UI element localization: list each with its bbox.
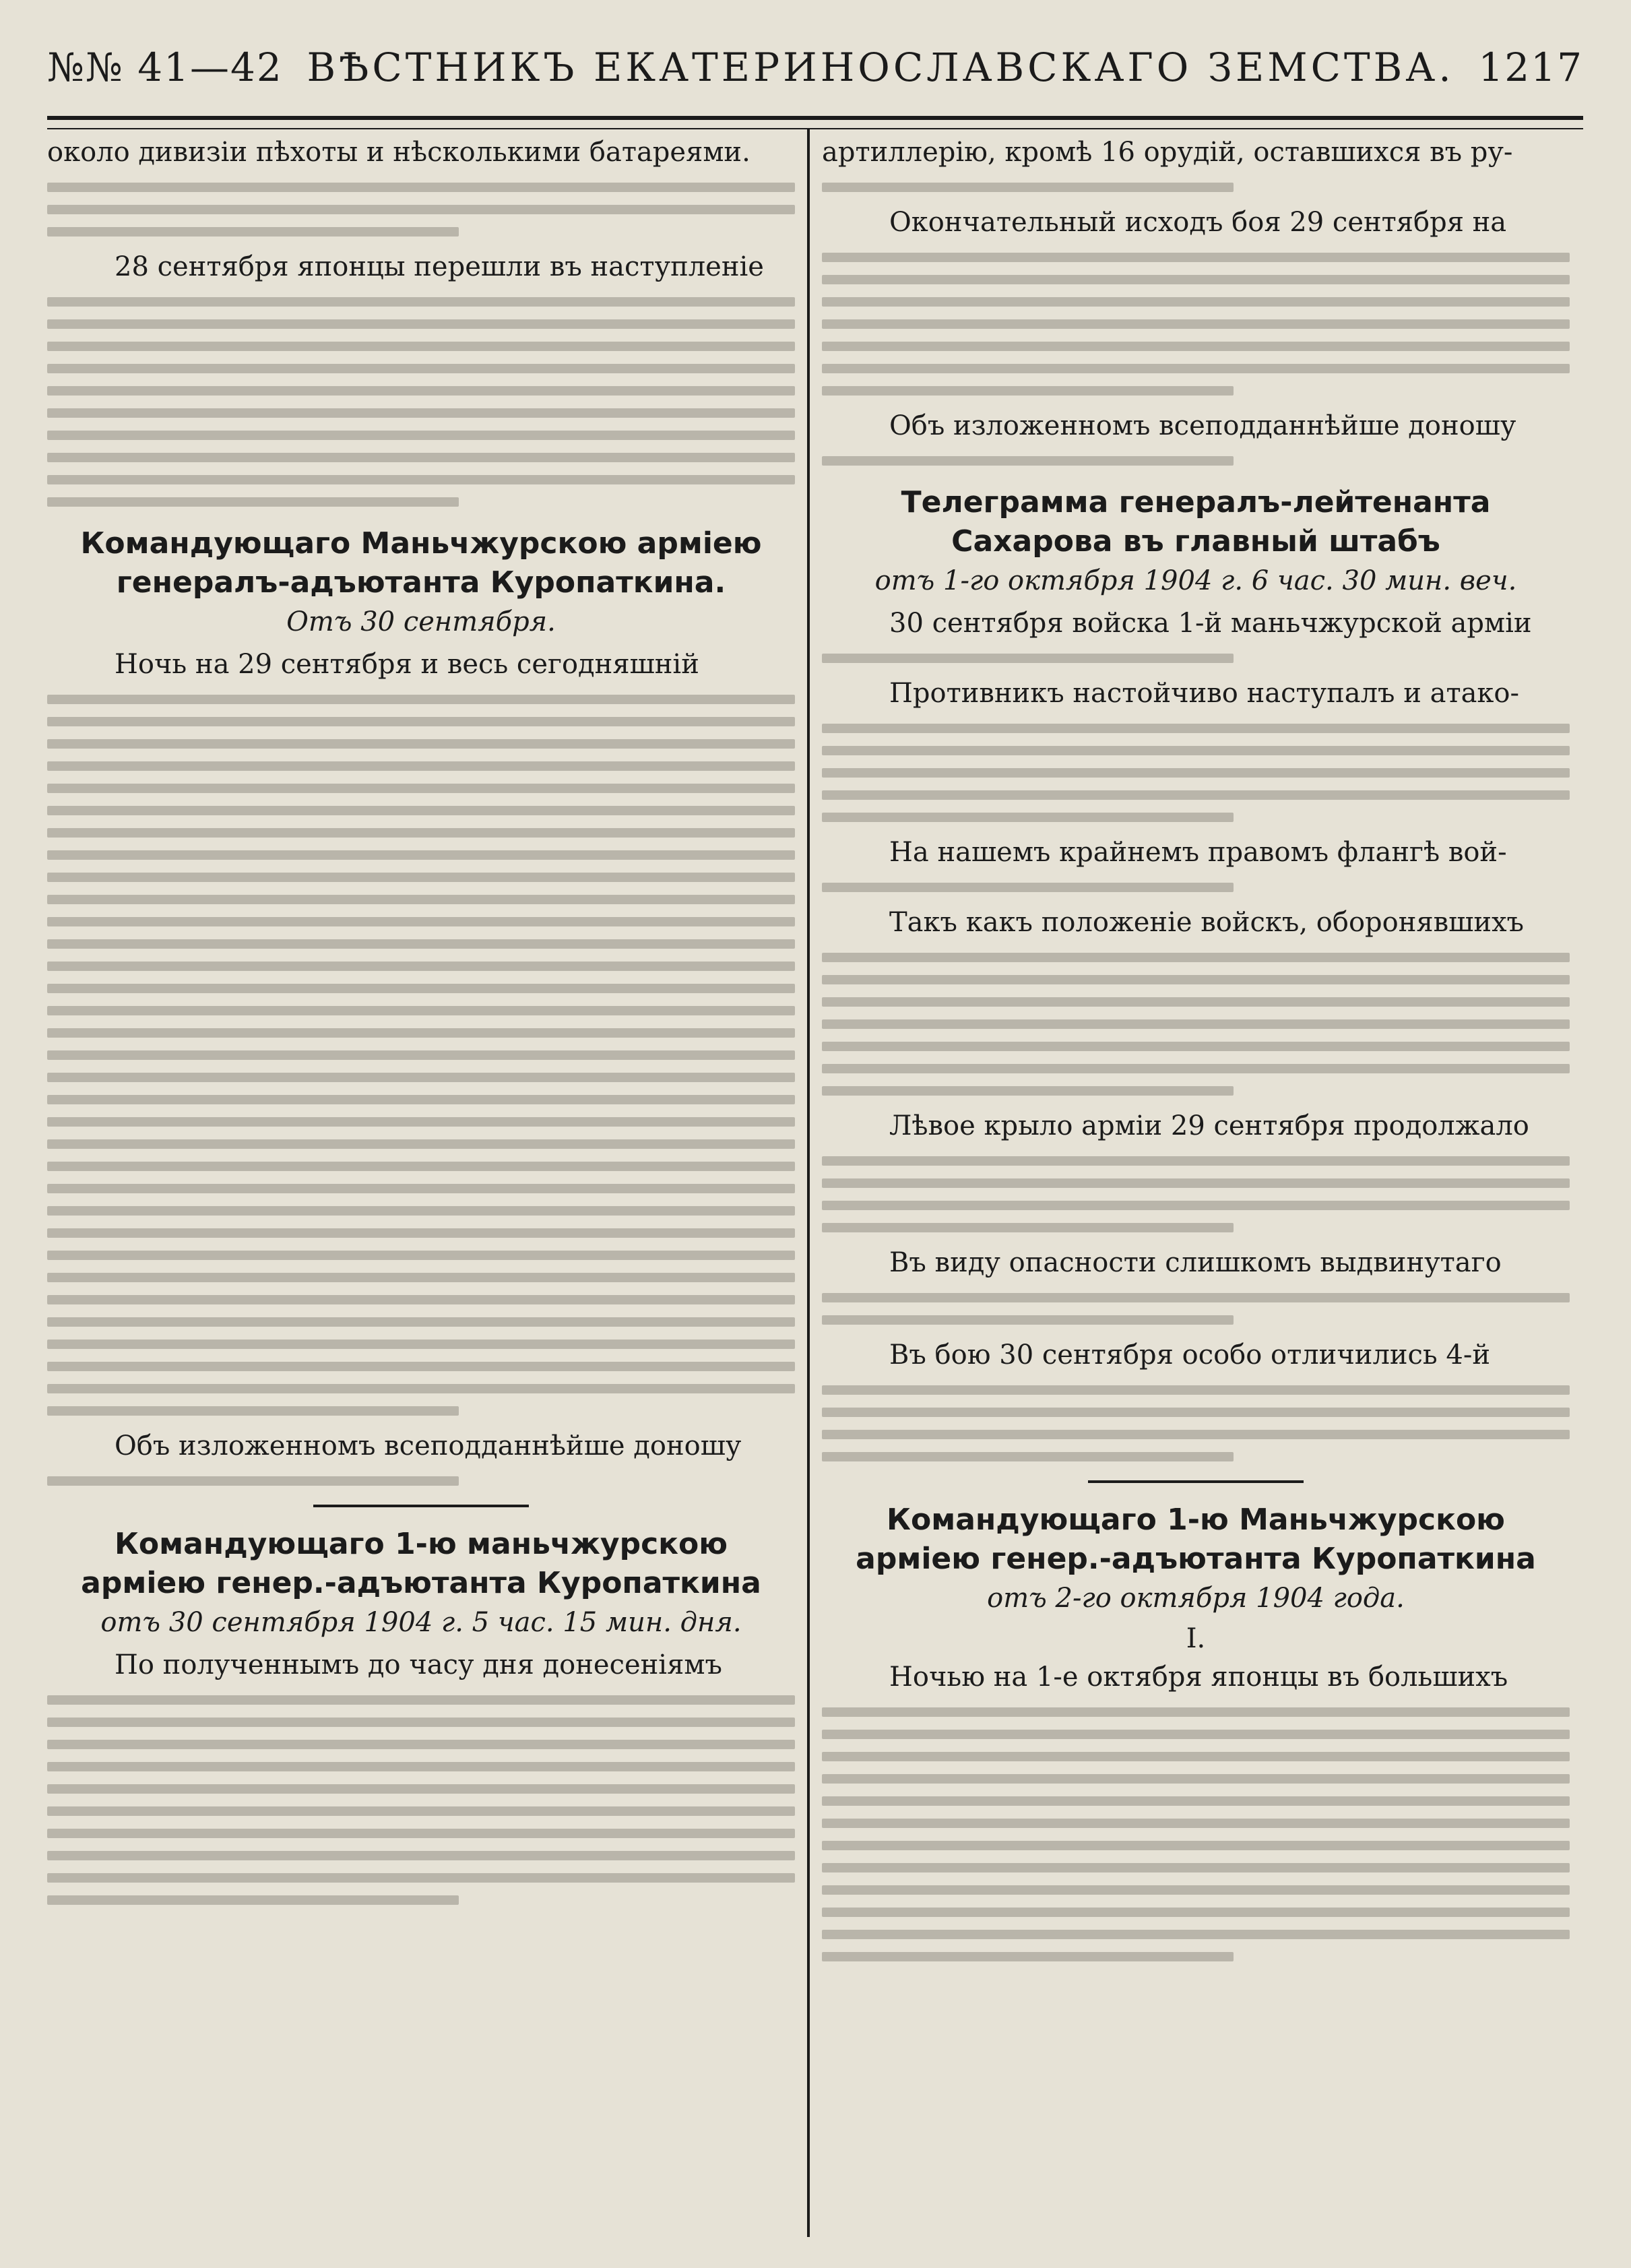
text-line-placeholder (822, 319, 1570, 329)
omitted-text-lines (822, 1156, 1570, 1232)
text-line-placeholder (822, 997, 1570, 1007)
left-column (47, 135, 795, 2237)
text-line-placeholder (47, 408, 795, 418)
text-line-placeholder (822, 1952, 1234, 1961)
omitted-text-lines (822, 253, 1570, 396)
text-line-placeholder (822, 975, 1570, 984)
journal-title: ВѢСТНИКЪ ЕКАТЕРИНОСЛАВСКАГО ЗЕМСТВА. (307, 44, 1454, 90)
paragraph-start: Въ бою 30 сентября особо отличились 4-й (889, 1340, 1491, 1371)
text-line-placeholder (822, 1315, 1234, 1325)
paragraph-start: Объ изложенномъ всеподданнѣйше доношу (115, 1430, 742, 1461)
text-line-placeholder (47, 1829, 795, 1838)
section-heading: Телеграмма генералъ-лейтенанта Сахарова въ главный штабъ (901, 485, 1491, 559)
text-line-placeholder (47, 364, 795, 373)
text-line-placeholder (822, 1908, 1570, 1917)
text-line-placeholder (47, 1050, 795, 1060)
text-line-placeholder (47, 1718, 795, 1727)
omitted-text-lines (822, 1293, 1570, 1325)
masthead (47, 40, 1583, 94)
text-line-placeholder (47, 497, 459, 507)
paragraph-start: Въ виду опасности слишкомъ выдвинутаго (889, 1247, 1502, 1278)
omitted-text-lines (47, 297, 795, 507)
section-separator (1088, 1480, 1304, 1483)
text-line-placeholder (47, 1740, 795, 1749)
text-line-placeholder (47, 342, 795, 351)
text-line-placeholder (822, 1064, 1570, 1073)
text-line-placeholder (822, 1201, 1570, 1210)
text-line-placeholder (47, 1162, 795, 1171)
text-line-placeholder (822, 1819, 1570, 1828)
section-heading: Командующаго Маньчжурскою арміею генералъ-адъютанта Куропаткина. (80, 526, 762, 600)
text-line-placeholder (822, 253, 1570, 262)
text-line-placeholder (47, 297, 795, 307)
text-line-placeholder (47, 1806, 795, 1816)
text-line-placeholder (822, 1707, 1570, 1717)
text-line-placeholder (47, 1784, 795, 1794)
text-line-placeholder (822, 1841, 1570, 1850)
text-line-placeholder (47, 1873, 795, 1883)
text-line-placeholder (47, 1362, 795, 1371)
paragraph-start: 30 сентября войска 1-й маньчжурской арміи (889, 608, 1532, 639)
section-date: отъ 30 сентября 1904 г. 5 час. 15 мин. дня. (100, 1607, 742, 1638)
text-line-placeholder (47, 453, 795, 462)
text-line-placeholder (822, 1730, 1570, 1739)
text-line-placeholder (47, 1184, 795, 1193)
text-line-placeholder (822, 183, 1234, 192)
text-line-placeholder (822, 1885, 1570, 1895)
omitted-text-lines (822, 654, 1570, 663)
text-line-placeholder (47, 1028, 795, 1038)
text-line-placeholder (47, 1228, 795, 1238)
text-line-placeholder (47, 1206, 795, 1216)
text-line-placeholder (47, 873, 795, 882)
paragraph-start: артиллерію, кромѣ 16 орудій, оставшихся въ ру- (822, 137, 1513, 168)
text-line-placeholder (822, 386, 1234, 396)
text-line-placeholder (822, 813, 1234, 822)
text-line-placeholder (47, 984, 795, 993)
text-line-placeholder (822, 883, 1234, 892)
text-line-placeholder (47, 1251, 795, 1260)
text-line-placeholder (47, 386, 795, 396)
text-line-placeholder (822, 1752, 1570, 1761)
text-line-placeholder (822, 1408, 1570, 1417)
text-line-placeholder (47, 1476, 459, 1486)
text-line-placeholder (822, 1042, 1570, 1051)
text-line-placeholder (47, 319, 795, 329)
text-line-placeholder (822, 768, 1570, 778)
text-line-placeholder (47, 828, 795, 838)
text-line-placeholder (822, 1293, 1570, 1302)
omitted-text-lines (822, 883, 1570, 892)
text-line-placeholder (47, 962, 795, 971)
text-line-placeholder (47, 1384, 795, 1393)
paragraph-start: Ночью на 1-е октября японцы въ большихъ (889, 1662, 1508, 1693)
text-line-placeholder (822, 1086, 1234, 1096)
text-line-placeholder (822, 746, 1570, 755)
omitted-text-lines (822, 456, 1570, 466)
paragraph-start: По полученнымъ до часу дня донесеніямъ (115, 1649, 722, 1680)
omitted-text-lines (822, 953, 1570, 1096)
paragraph-start: На нашемъ крайнемъ правомъ флангѣ вой- (889, 837, 1507, 868)
text-line-placeholder (822, 654, 1234, 663)
text-line-placeholder (47, 1762, 795, 1771)
text-line-placeholder (822, 342, 1570, 351)
text-line-placeholder (47, 183, 795, 192)
text-line-placeholder (47, 1006, 795, 1015)
text-line-placeholder (47, 784, 795, 793)
section-separator (313, 1505, 529, 1507)
text-line-placeholder (47, 1095, 795, 1104)
section-number: I. (1186, 1623, 1206, 1654)
text-line-placeholder (47, 205, 795, 214)
text-line-placeholder (47, 761, 795, 771)
paragraph-start: Противникъ настойчиво наступалъ и атако- (889, 678, 1520, 709)
text-line-placeholder (47, 895, 795, 904)
header-rule (47, 116, 1583, 129)
text-line-placeholder (822, 1930, 1570, 1939)
text-line-placeholder (822, 1385, 1570, 1395)
paragraph-start: Окончательный исходъ боя 29 сентября на (889, 207, 1507, 238)
omitted-text-lines (47, 183, 795, 237)
text-line-placeholder (822, 364, 1570, 373)
text-line-placeholder (822, 724, 1570, 733)
text-line-placeholder (47, 1340, 795, 1349)
text-line-placeholder (822, 1774, 1570, 1784)
text-line-placeholder (822, 297, 1570, 307)
section-date: отъ 2-го октября 1904 года. (987, 1583, 1405, 1614)
column-divider (807, 128, 810, 2237)
text-line-placeholder (47, 1851, 795, 1860)
text-line-placeholder (822, 456, 1234, 466)
paragraph-start: Ночь на 29 сентября и весь сегодняшній (115, 649, 699, 680)
omitted-text-lines (822, 183, 1570, 192)
text-line-placeholder (47, 917, 795, 926)
section-heading: Командующаго 1-ю Маньчжурскою арміею генер.-адъютанта Куропаткина (856, 1503, 1536, 1576)
text-line-placeholder (47, 806, 795, 815)
text-line-placeholder (822, 1452, 1234, 1461)
text-line-placeholder (47, 717, 795, 726)
text-line-placeholder (822, 953, 1570, 962)
text-line-placeholder (47, 475, 795, 484)
text-line-placeholder (822, 1863, 1570, 1872)
paragraph-start: Объ изложенномъ всеподданнѣйше доношу (889, 410, 1516, 441)
omitted-text-lines (822, 1707, 1570, 1961)
text-line-placeholder (822, 1223, 1234, 1232)
paragraph-start: Лѣвое крыло арміи 29 сентября продолжало (889, 1110, 1529, 1141)
text-line-placeholder (47, 431, 795, 440)
omitted-text-lines (822, 1385, 1570, 1461)
text-line-placeholder (47, 1406, 459, 1416)
text-line-placeholder (822, 1430, 1570, 1439)
text-line-placeholder (822, 1019, 1570, 1029)
text-line-placeholder (822, 790, 1570, 800)
text-line-placeholder (822, 1156, 1570, 1166)
text-line-placeholder (47, 850, 795, 860)
text-line-placeholder (47, 1695, 795, 1705)
text-line-placeholder (47, 1895, 459, 1905)
omitted-text-lines (47, 1476, 795, 1486)
omitted-text-lines (47, 1695, 795, 1905)
right-column (822, 135, 1570, 2237)
paragraph-start: около дивизіи пѣхоты и нѣсколькими батареями. (47, 137, 750, 168)
text-line-placeholder (822, 275, 1570, 284)
page-number: 1217 (1478, 44, 1583, 90)
text-line-placeholder (47, 1317, 795, 1327)
section-date: Отъ 30 сентября. (286, 606, 556, 637)
text-line-placeholder (47, 939, 795, 949)
omitted-text-lines (822, 724, 1570, 822)
issue-number: №№ 41—42 (47, 44, 283, 90)
text-line-placeholder (47, 739, 795, 749)
text-line-placeholder (47, 1139, 795, 1149)
text-line-placeholder (47, 1073, 795, 1082)
section-date: отъ 1-го октября 1904 г. 6 час. 30 мин. веч. (874, 565, 1517, 596)
text-line-placeholder (47, 695, 795, 704)
text-line-placeholder (47, 227, 459, 237)
text-line-placeholder (822, 1178, 1570, 1188)
section-heading: Командующаго 1-ю маньчжурскою арміею генер.-адъютанта Куропаткина (81, 1527, 761, 1600)
omitted-text-lines (47, 695, 795, 1416)
paragraph-start: 28 сентября японцы перешли въ наступленіе (115, 251, 764, 282)
paragraph-start: Такъ какъ положеніе войскъ, оборонявшихъ (889, 907, 1524, 938)
text-line-placeholder (47, 1273, 795, 1282)
text-line-placeholder (822, 1796, 1570, 1806)
text-line-placeholder (47, 1295, 795, 1304)
text-line-placeholder (47, 1117, 795, 1127)
